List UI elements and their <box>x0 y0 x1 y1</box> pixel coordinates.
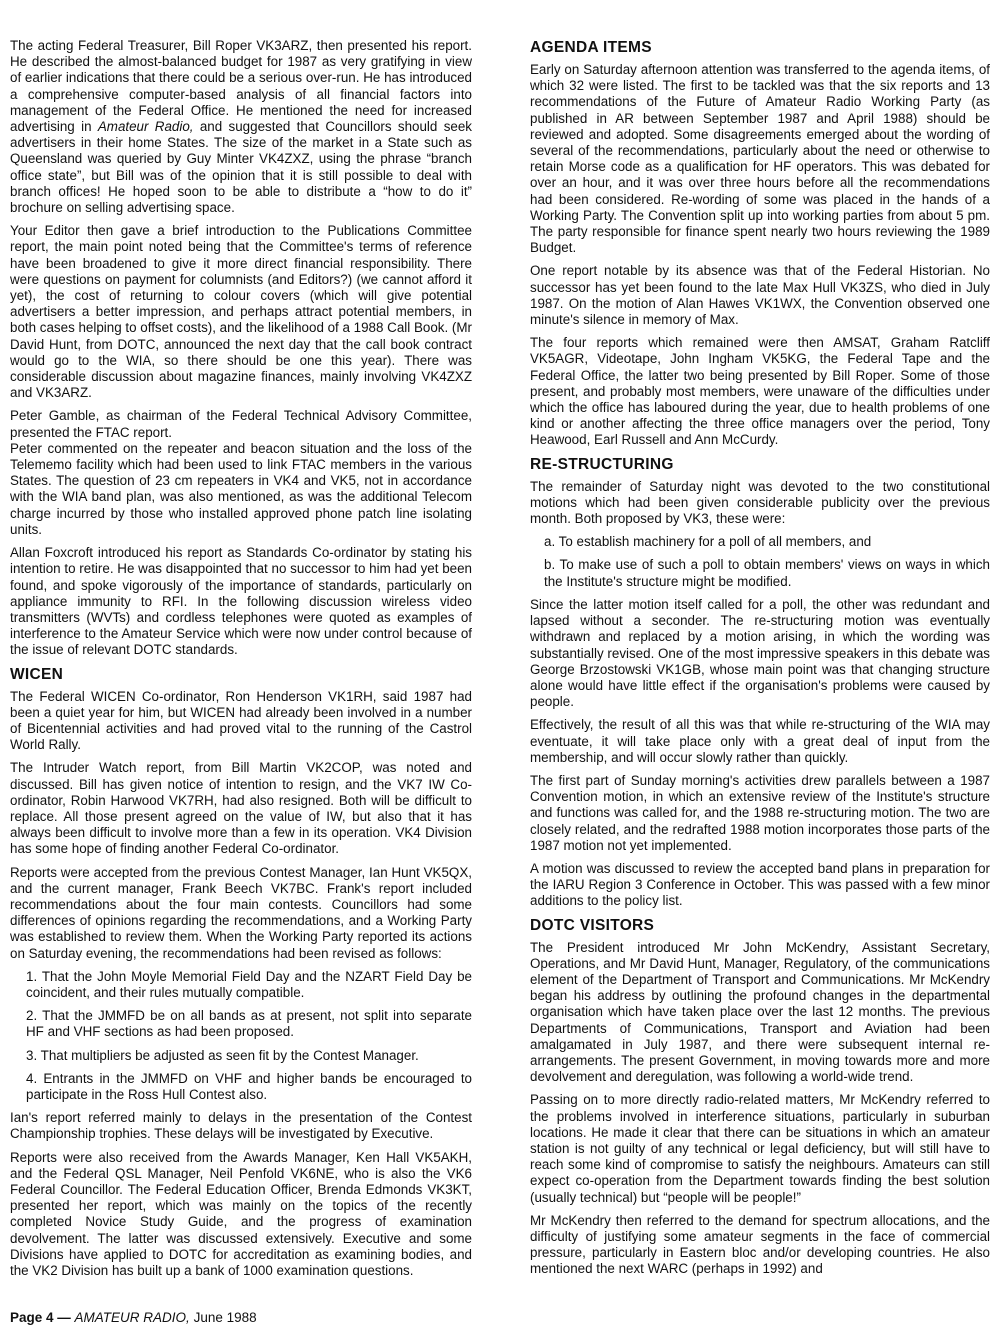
paragraph-treasurer <box>10 38 472 216</box>
list-item: b. To make use of such a poll to obtain members' views on ways in which the Institute's structure might be modified. <box>544 557 990 589</box>
magazine-title-inline: Amateur Radio, <box>97 119 194 135</box>
treasurer-text-b: and suggested that Councillors should seek advertisers in their home States. The size of the market in a State such as Queensland was queried by Guy Minter VK4ZXZ, using the phrase “branch office state”, but Bill was of the opinion that it is still possible to deal with branch offices! He hoped soon to be able to distribute a “how to do it” brochure on selling advertising space. <box>10 119 472 216</box>
right-column <box>530 38 990 1292</box>
page-number: Page 4 — <box>10 1310 71 1325</box>
list-item: 2. That the JMMFD be on all bands as at present, not split into separate HF and VHF sections as had been proposed. <box>26 1008 472 1040</box>
paragraph-four-reports: The four reports which remained were then AMSAT, Graham Ratcliff VK5AGR, Videotape, John Ingham VK5KG, the Federal Tape and the Federal Office, the latter two being presented by Bill Roper. Some of those present, and probably most members, were unaware of the difficulties under which the office has laboured during the year, due to health problems of one kind or another affecting the three office managers over the period, Tony Heawood, Earl Russell and Ann McCurdy. <box>530 335 990 448</box>
motion-list <box>530 534 990 590</box>
paragraph-ian-report: Ian's report referred mainly to delays in the presentation of the Contest Championship trophies. These delays will be investigated by Executive. <box>10 1110 472 1142</box>
paragraph-editor: Your Editor then gave a brief introduction to the Publications Committee report, the main point noted being that the Committee's terms of reference have been broadened to give it more direct financial responsibility. There were questions on payment for columnists (and Editors?) (we cannot afford it yet), the cost of returning to colour covers (which will give potential advertisers a better impression, and perhaps attract potential members, in both cases helping to offset costs), and the likelihood of a 1988 Call Book. (Mr David Hunt, from DOTC, announced the next day that the call book contract would go to the WIA, so there should be one this year). There was considerable discussion about magazine finances, mainly involving VK4ZXZ and VK3ARZ. <box>10 223 472 401</box>
page-footer <box>10 1310 257 1326</box>
list-item: 3. That multipliers be adjusted as seen fit by the Contest Manager. <box>26 1047 419 1063</box>
paragraph-passing-on: Passing on to more directly radio-related matters, Mr McKendry referred to the problems involved in interference situations, particularly in suburban locations. He made it clear that there can be situations in which an amateur station is not guilty of any technical or legal deficiency, but will still have to reach some kind of compromise to satisfy the neighbours. Amateurs can still expect co-operation from the Department towards finding the best solution (usually technical) but “people will be people!” <box>530 1092 990 1205</box>
issue-date: June 1988 <box>193 1310 257 1325</box>
heading-agenda-items: AGENDA ITEMS <box>530 39 652 56</box>
paragraph-agenda: Early on Saturday afternoon attention was transferred to the agenda items, of which 32 were listed. The first to be tackled was that the six reports and 13 recommendations of the Future of Amateur Radio Working Party (as published in AR between September 1987 and April 1988) should be reviewed and adopted. Some disagreements emerged about the wording of several of the recommendations, particularly about the need or otherwise to retain Morse code as a qualification for HF operators. This was debated for over an hour, and it was over three hours before all the recommendations had been considered. Re-wording of some was placed in the hands of a Working Party. The Convention split up into working parties from about 5 pm. The party responsible for finance spent nearly two hours reviewing the 1989 Budget. <box>530 62 990 256</box>
treasurer-text-a: The acting Federal Treasurer, Bill Roper VK3ARZ, then presented his report. He described the almost-balanced budget for 1987 as very gratifying in view of earlier indications that there could be a serious over-run. He has introduced a comprehensive computer-based analysis of all financial factors into management of the Federal Office. He mentioned the need for increased advertising in <box>10 38 472 135</box>
contest-recommendations <box>10 969 472 1103</box>
paragraph-effectively: Effectively, the result of all this was that while re-structuring of the WIA may eventuate, it will take place only with a great deal of input from the membership, and will occur slowly rather than quickly. <box>530 717 990 765</box>
list-item: a. To establish machinery for a poll of all members, and <box>544 534 872 550</box>
left-column <box>10 38 472 1292</box>
paragraph-ftac: Peter commented on the repeater and beacon situation and the loss of the Telememo facility which had been used to link FTAC members in the various States. The question of 23 cm repeaters in VK4 and VK5, not in accordance with the WIA band plan, was also mentioned, as was the additional Telecom charge incurred by those who installed approved phone patch line isolating units. <box>10 440 472 537</box>
list-item: 1. That the John Moyle Memorial Field Day and the NZART Field Day be coincident, and their rules mutually compatible. <box>26 968 472 1000</box>
paragraph-sunday: The first part of Sunday morning's activities drew parallels between a 1987 Convention motion, in which an extensive review of the Institute's structure and functions was called for, and the 1988 re-structuring motion. The two are closely related, and the redrafted 1988 motion incorporates those parts of the 1987 motion not yet implemented. <box>530 772 990 853</box>
heading-dotc-visitors: DOTC VISITORS <box>530 916 655 934</box>
paragraph-wicen: The Federal WICEN Co-ordinator, Ron Henderson VK1RH, said 1987 had been a quiet year for him, but WICEN had already been involved in a number of Bicentennial activities and had proved vital to the running of the Castrol World Rally. <box>10 688 472 753</box>
paragraph-latter-motion: Since the latter motion itself called for a poll, the other was redundant and lapsed without a seconder. The re-structuring motion was eventually withdrawn and replaced by a motion arising, in which the wording was substantially revised. One of the most impressive speakers in this debate was George Brzostowski VK1GB, whose main point was that changing structure alone would have little effect if the organisation's problems were caused by people. <box>530 596 990 710</box>
paragraph-awards: Reports were also received from the Awards Manager, Ken Hall VK5AKH, and the Federal QSL Manager, Neil Penfold VK6NE, who is also the VK6 Federal Councillor. The Federal Education Officer, Brenda Edmonds VK3KT, presented her report, which was mainly on the topics of the recently completed Novice Study Guide, and the progress of examination devolvement. The latter was discussed extensively. Executive and some Divisions have applied to DOTC for accreditation as examining bodies, and the VK2 Division has built up a bank of 1000 examination questions. <box>10 1149 472 1279</box>
heading-restructuring: RE-STRUCTURING <box>530 455 674 473</box>
paragraph-standards: Allan Foxcroft introduced his report as Standards Co-ordinator by stating his intention to retire. He was disappointed that no successor to him had yet been found, and spoke vigorously of the importance of standards, particularly on appliance immunity to RFI. In the following discussion wireless video transmitters (WVTs) and cordless telephones were quoted as examples of interference to the Amateur Service which were now under control because of the issue of relevant DOTC standards. <box>10 545 472 658</box>
paragraph-spectrum: Mr McKendry then referred to the demand for spectrum allocations, and the difficulty of justifying some amateur segments in the face of commercial pressure, particularly in Eastern bloc and/or developing countries. He also mentioned the next WARC (perhaps in 1992) and <box>530 1212 990 1277</box>
paragraph-iaru: A motion was discussed to review the accepted band plans in preparation for the IARU Region 3 Conference in October. This was passed with a few minor additions to the policy list. <box>530 860 990 909</box>
magazine-name: AMATEUR RADIO, <box>74 1310 190 1325</box>
paragraph-contest: Reports were accepted from the previous Contest Manager, Ian Hunt VK5QX, and the current manager, Frank Beech VK7BC. Frank's report included recommendations about the four main contests. Councillors had some differences of opinions regarding the recommendations, and a Working Party was established to review them. When the Working Party reported its actions on Saturday evening, the recommendations had been revised as follows: <box>10 864 472 961</box>
paragraph-restructuring: The remainder of Saturday night was devoted to the two constitutional motions which had been given considerable publicity over the previous month. Both proposed by VK3, these were: <box>530 478 990 527</box>
paragraph-historian: One report notable by its absence was that of the Federal Historian. No successor has yet been found to the late Max Hull VK3ZS, who died in July 1987. On the motion of Alan Hawes VK1WX, the Convention observed one minute's silence in memory of Max. <box>530 263 990 328</box>
heading-wicen: WICEN <box>10 665 64 683</box>
paragraph-president: The President introduced Mr John McKendry, Assistant Secretary, Operations, and Mr David Hunt, Manager, Regulatory, of the communications element of the Department of Transport and Communications. Mr McKendry began his address by outlining the profound changes in the departmental organisation which have taken place over the last 12 months. The previous Departments of Communications, Transport and Aviation had been amalgamated in July 1987, and there were subsequent internal re-arrangements. The present Government, in moving towards more and more devolvement and deregulation, was following a world-wide trend. <box>530 939 990 1085</box>
list-item: 4. Entrants in the JMMFD on VHF and higher bands be encouraged to participate in the Ross Hull Contest also. <box>26 1070 472 1102</box>
paragraph-ftac-intro: Peter Gamble, as chairman of the Federal Technical Advisory Committee, presented the FTAC report. <box>10 408 472 440</box>
paragraph-intruder-watch: The Intruder Watch report, from Bill Martin VK2COP, was noted and discussed. Bill has given notice of intention to resign, and the VK7 IW Co-ordinator, Robin Harwood VK7RH, had also resigned. Both will be difficult to replace. All those present agreed on the value of IW, but also that it has always been difficult to involve more than a few in its operation. VK4 Division has some hope of finding another Federal Co-ordinator. <box>10 760 472 857</box>
